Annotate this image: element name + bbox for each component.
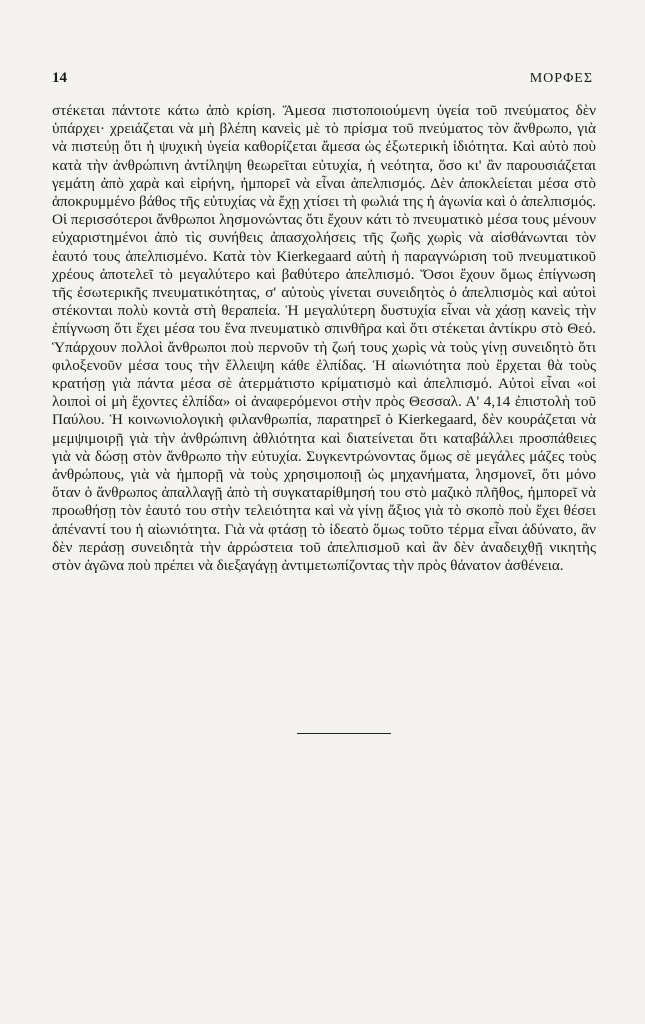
running-head: ΜΟΡΦΕΣ bbox=[529, 71, 593, 86]
section-divider bbox=[297, 733, 391, 734]
page-number: 14 bbox=[52, 70, 67, 86]
body-paragraph: στέκεται πάντοτε κάτω ἀπὸ κρίση. Ἄμεσα πιστοποιούμενη ὑγεία τοῦ πνεύματος δὲν ὑπάρχει· χρειάζεται νὰ μὴ βλέπη κανεὶς μὲ τὸ πρίσμα τοῦ πνεύματος τὸν ἄνθρωπο, γιὰ νὰ πιστεύῃ ὅτι ἡ ψυχικὴ ὑγεία καθορίζεται ἄμεσα ὡς ἐξωτερικὴ ἰδιότητα. Καὶ αὐτὸ ποὺ κατὰ τὴν ἀνθρώπινη ἀντίληψη θεωρεῖται εὐτυχία, ἡ νεότητα, ὅσο κι' ἂν παρουσιάζεται γεμάτη ἀπὸ χαρὰ καὶ εἰρήνη, ἠμπορεῖ νὰ εἶναι ἀπελπισμός. Δὲν ἀποκλείεται μέσα στὸ ἀποκρυμμένο βάθος τῆς εὐτυχίας νὰ ἔχῃ χτίσει τὴ φωλιά της ἡ ἀγωνία καὶ ὁ ἀπελπισμός. Οἱ περισσότεροι ἄνθρωποι λησμονώντας ὅτι ἔχουν κάτι τὸ πνευματικὸ μέσα τους μένουν εὐχαριστημένοι ἀπὸ τὶς συνήθεις ἀπασχολήσεις τῆς ζωῆς χωρὶς νὰ αἰσθάνωνται τὸν ἑαυτό τους ἀπελπισμένο. Κατὰ τὸν Kierkegaard αὐτὴ ἡ παραγνώριση τοῦ πνευματικοῦ χρέους ἀποτελεῖ τὸ μεγαλύτερο καὶ βαθύτερο ἀπελπισμό. Ὅσοι ἔχουν ὅμως ἐπίγνωση τῆς ἐσωτερικῆς πνευματικότητας, σ' αὐτοὺς γίνεται συνειδητὸς ὁ ἀπελπισμὸς καὶ αὐτοὶ στέκονται πολὺ κοντὰ στὴ θεραπεία. Ἡ μεγαλύτερη δυστυχία εἶναι νὰ χάσῃ κανεὶς τὴν ἐπίγνωση ὅτι ἔχει μέσα του ἕνα πνευματικὸ σπινθῆρα καὶ ὅτι στέκεται ἀντίκρυ στὸ Θεό. Ὑπάρχουν πολλοὶ ἄνθρωποι ποὺ περνοῦν τὴ ζωή τους χωρὶς νὰ τοὺς γίνῃ συνειδητὸ ὅτι φιλοξενοῦν μέσα τους τὴν ἔλλειψη κάθε ἐλπίδας. Ἡ αἰωνιότητα ποὺ ἔρχεται θὰ τοὺς κρατήσῃ γιὰ πάντα μέσα σὲ ἀτερμάτιστο κρίματισμὸ καὶ ἀπελπισμό. Αὐτοὶ εἶναι «οἱ λοιποὶ οἱ μὴ ἔχοντες ἐλπίδα» οἱ ἀναφερόμενοι στὴν πρὸς Θεσσαλ. Α' 4,14 ἐπιστολὴ τοῦ Παύλου. Ἡ κοινωνιολογικὴ φιλανθρωπία, παρατηρεῖ ὁ Kierkegaard, δὲν κουράζεται νὰ μεμψιμοιρῇ γιὰ τὴν ἀνθρώπινη ἀθλιότητα καὶ διατείνεται ὅτι καταβάλλει προσπάθειες γιὰ νὰ δώσῃ στὸν ἄνθρωπο τὴν εὐτυχία. Συγκεντρώνοντας ὅμως σὲ μεγάλες μάζες τοὺς ἀνθρώπους, γιὰ νὰ ἠμπορῇ νὰ τοὺς χρησιμοποιῇ ὡς μηχανήματα, λησμονεῖ, ὅτι μόνο ὅταν ὁ ἄνθρωπος ἀπαλλαγῇ ἀπὸ τὴ συγκαταρίθμησή του στὸ μαζικὸ πλῆθος, ἠμπορεῖ νὰ προωθήσῃ τὸν ἑαυτό του στὴν τελειότητα καὶ νὰ γίνῃ ἄξιος γιὰ τὸ σκοπὸ ποὺ ἔχει θέσει ἀπέναντί του ἡ αἰωνιότητα. Γιὰ νὰ φτάσῃ τὸ ἰδεατὸ ὅμως τοῦτο τέρμα εἶναι ἀδύνατο, ἂν δὲν περάσῃ συνειδητὰ τὴν ἀρρώστεια τοῦ ἀπελπισμοῦ καὶ ἂν δὲν ἀναδειχθῇ νικητὴς στὸν ἀγῶνα ποὺ πρέπει νὰ διεξαγάγῃ ἀντιμετωπίζοντας τὴν πρὸς θάνατον ἀσθένεια. bbox=[52, 102, 596, 575]
page-header bbox=[52, 70, 593, 90]
